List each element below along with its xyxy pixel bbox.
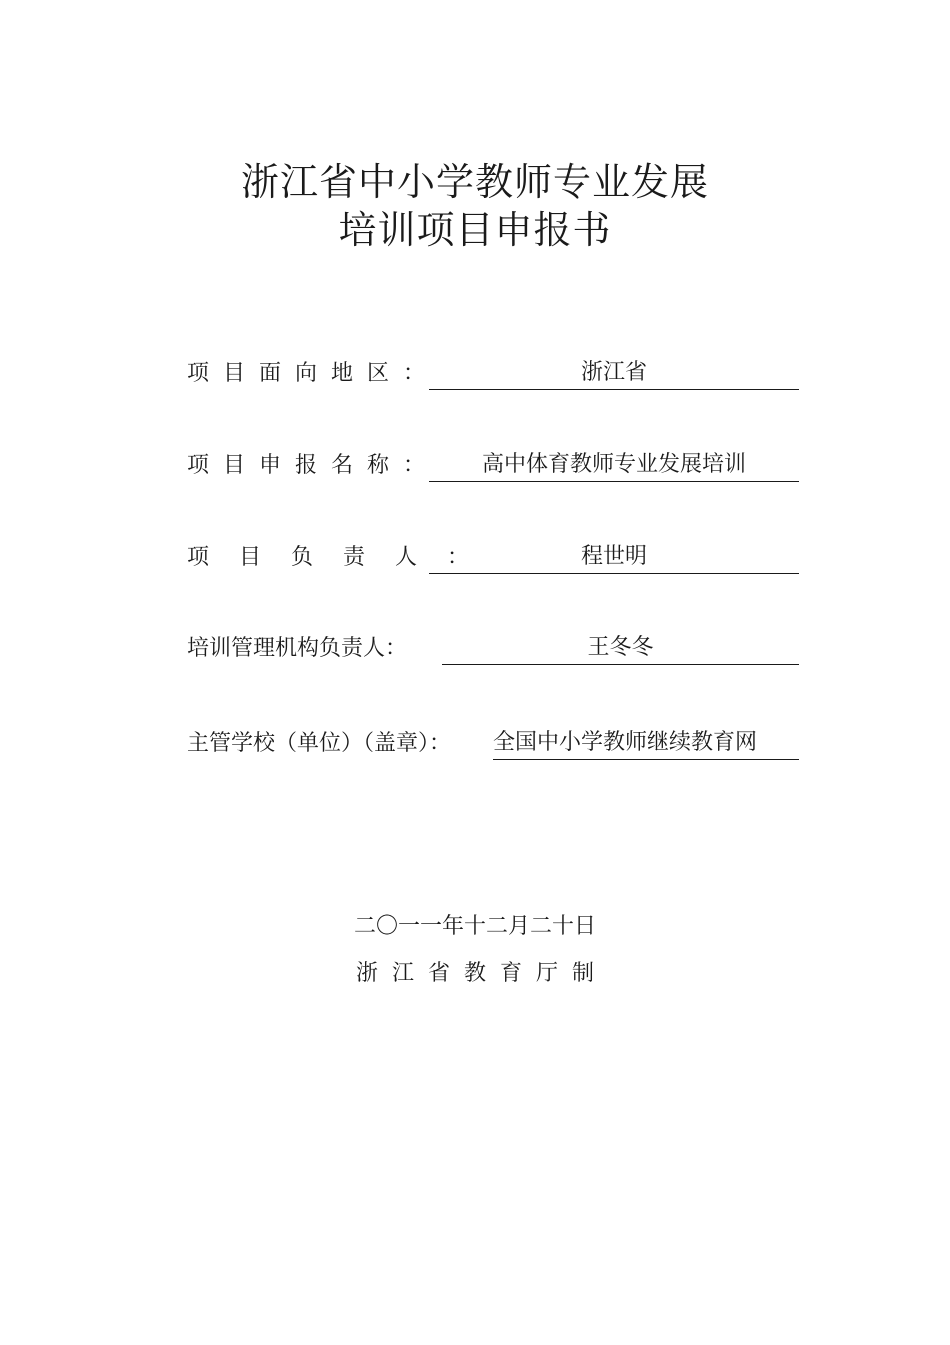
field-value-project-name: 高中体育教师专业发展培训 xyxy=(429,449,799,482)
document-issuer: 浙江省教育厅制 xyxy=(355,961,608,986)
field-training-org-leader xyxy=(187,632,799,666)
field-value-supervising-school: 全国中小学教师继续教育网 xyxy=(493,727,799,760)
document-date: 二〇一一年十二月二十日 xyxy=(353,914,596,939)
field-label-project-region: 项目面向地区： xyxy=(187,361,440,386)
document-title-line-1: 浙江省中小学教师专业发展 xyxy=(240,160,709,204)
field-project-leader xyxy=(187,541,799,575)
field-label-supervising-school: 主管学校（单位）（盖章）： xyxy=(187,731,452,756)
field-label-project-name: 项目申报名称： xyxy=(187,453,440,478)
field-supervising-school xyxy=(187,727,799,761)
field-value-project-leader: 程世明 xyxy=(429,541,799,574)
document-title-line-2: 培训项目申报书 xyxy=(338,208,612,252)
field-project-name xyxy=(187,449,799,483)
field-value-training-org-leader: 王冬冬 xyxy=(442,632,799,665)
field-label-project-leader: 项目负责人： xyxy=(187,545,500,570)
field-label-training-org-leader: 培训管理机构负责人： xyxy=(187,636,408,661)
field-project-region xyxy=(187,357,799,391)
field-value-project-region: 浙江省 xyxy=(429,357,799,390)
